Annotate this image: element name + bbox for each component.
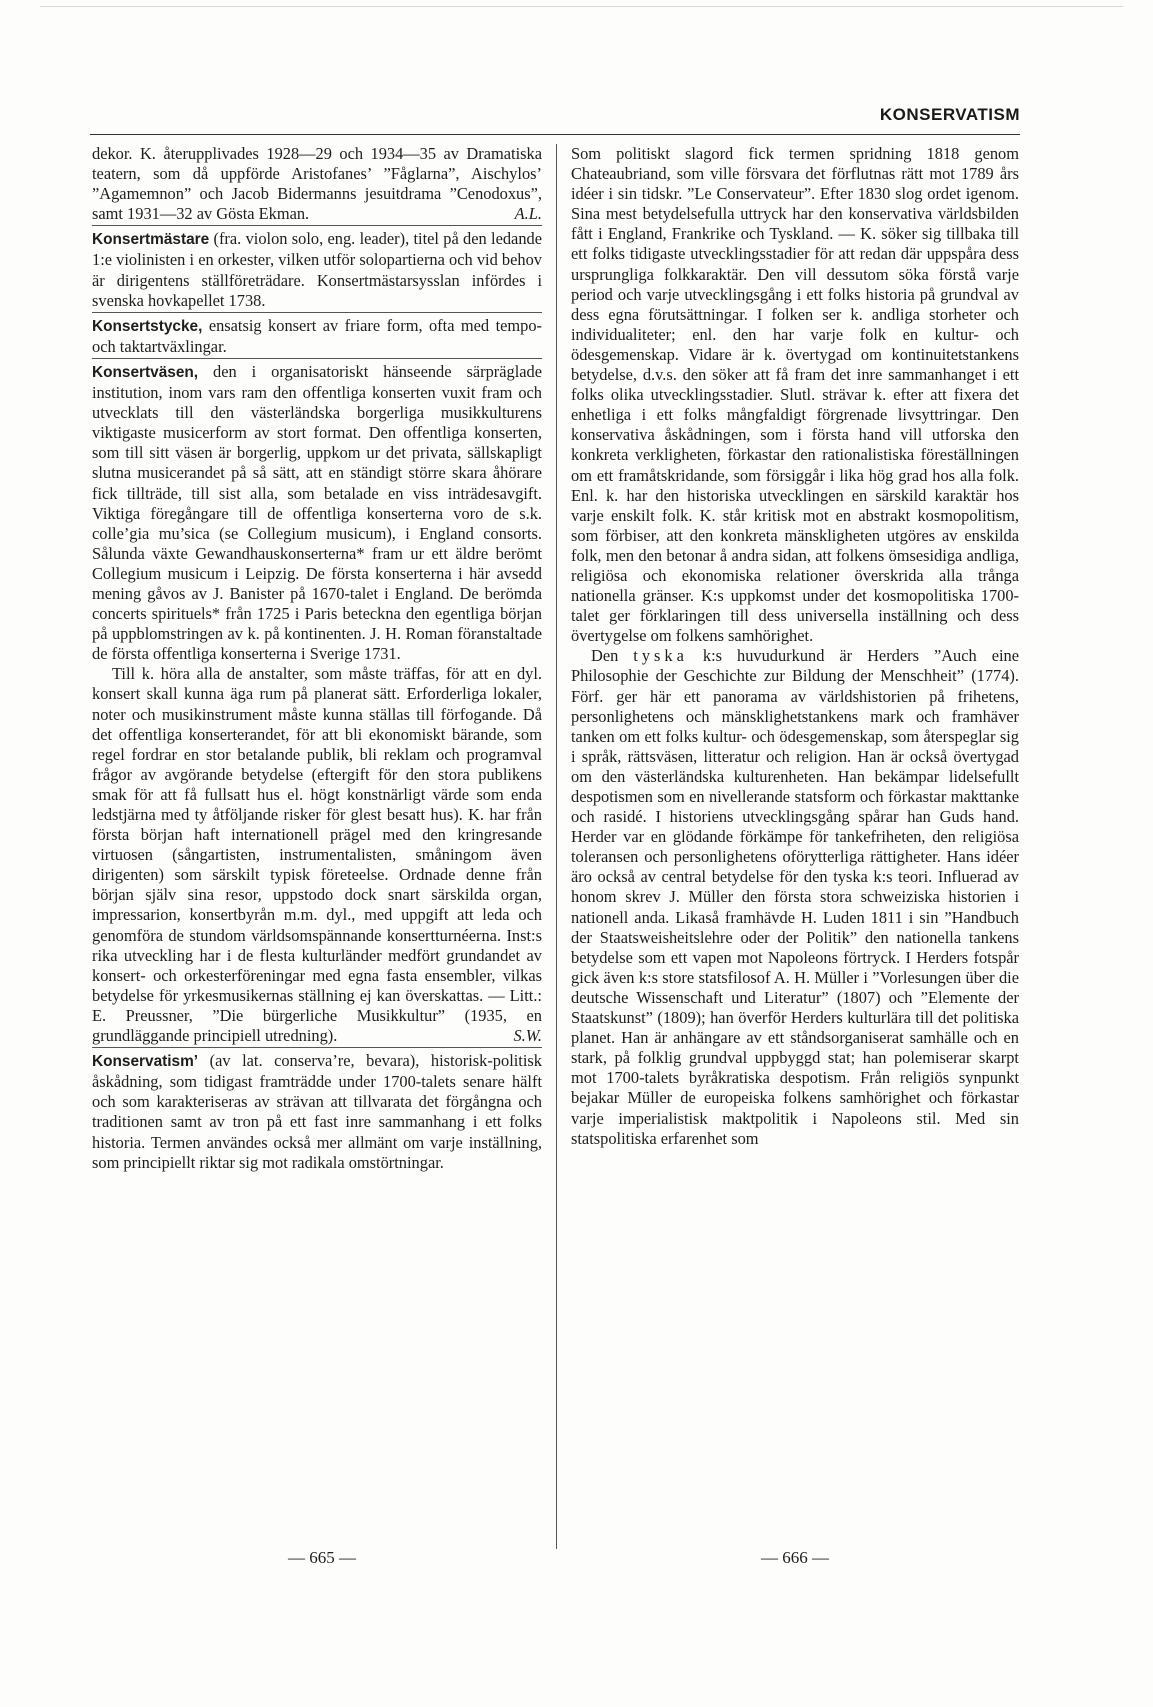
entry-text: (fra. violon solo, eng. leader), titel på den ledande 1:e violinisten i en orkester, vilken utför solopartierna och vid behov är dirigentens ställföreträdare. Konsertmästarsysslan infördes i svenska hovkapellet 1738. — [92, 229, 542, 310]
paragraph-text: dekor. K. återupplivades 1928—29 och 1934—35 av Dramatiska teatern, som då uppförde Aristofanes’ ”Fåglarna”, Aischylos’ ”Agamemnon” och Jacob Bidermanns jesuitdrama ”Cenodoxus”, samt 1931—32 av Gösta Ekman. — [92, 144, 542, 224]
entry-konservatism — [92, 1051, 542, 1173]
spaced-emphasis: tyska — [633, 646, 688, 666]
entry-headword: Konservatism’ — [92, 1053, 199, 1071]
author-signature: A.L. — [514, 204, 542, 224]
konservatism-paragraph-1 — [571, 144, 1019, 646]
header-rule — [90, 134, 1020, 135]
konservatism-paragraph-2 — [571, 646, 1019, 1148]
page-number-left: — 665 — — [288, 1548, 356, 1567]
paragraph-lead: Den — [591, 646, 619, 666]
paragraph-text: k:s huvudurkund är Herders ”Auch eine Philosophie der Geschichte zur Bildung der Menschheit” (1774). Förf. ger här ett panorama av världshistorien på frihetens, personlighetens och mänsklighetstankens mark och framhäver tanken om ett folks kultur- och ödesgemenskap, som återspeglar sig i språk, rättsväsen, litteratur och religion. Han är också övertygad om den västerländska kulturenheten. Han bekämpar lidelsefullt despotismen som en nivellerande statsform och förkastar makttanke och rasidé. I historiens utvecklingsgång spårar han Guds hand. Herder var en glödande förkämpe för tankefriheten, den religiösa toleransen och personlighetens oförytterliga rättigheter. Hans idéer äro också av central betydelse för den tyska k:s teori. Influerad av honom skrev J. Müller den första stora schweiziska historien i nationell anda. Likaså framhävde H. Luden 1811 i sin ”Handbuch der Staatsweisheitslehre oder der Politik” den nationella tankens betydelse som ett vapen mot Napoleons förtryck. I Herders fotspår gick även k:s store statsfilosof A. H. Müller i ”Vorlesungen über die deutsche Wissenschaft und Literatur” (1807) och ”Elemente der Staatskunst” (1809); han överför Herders kulturlära till det politiska planet. Han är anhängare av ett ståndsorganiserat samhälle och en stark, på folklig grundval uppbyggd stat; han polemiserar skarpt mot 1700-talets byråkratiska despotism. Från religiös synpunkt bejakar Müller de europeiska folkens samhörighet och förkastar varje imperialistisk maktpolitik i Napoleons stil. Med sin statspolitiska erfarenhet som — [571, 646, 1019, 1148]
entry-headword: Konsertväsen, — [92, 363, 199, 381]
left-column — [92, 144, 542, 1173]
entry-headword: Konsertmästare — [92, 231, 210, 249]
author-signature: S.W. — [513, 1026, 542, 1046]
entry-konsertvasen-cont — [92, 664, 542, 1048]
entry-text: (av lat. conserva’re, bevara), historisk-politisk åskådning, som tidigast framträdde under 1700-talets senare hälft och som karakteriseras av strävan att tillvarata det förgångna och traditionen samt av tron på ett fast inre sammanhang i ett folks historia. Termen användes också mer allmänt om varje inställning, som principiellt riktar sig mot radikala omstörtningar. — [92, 1051, 542, 1172]
entry-konserv-dekor-tail — [92, 144, 542, 226]
paragraph-text: Till k. höra alla de anstalter, som måste träffas, för att en dyl. konsert skall kunna äga rum på planerat sätt. Erforderliga lokaler, noter och musikinstrument måste kunna ställas till förfogande. Då det offentliga konserterandet, för att bli ekonomiskt bärande, som regel fordrar en stor betalande publik, bli reklam och programval frågor av avgörande betydelse (eftergift för den stora publikens smak för att få fullsatt hus el. högt konstnärligt värde som enda ledstjärna med ty åtföljande risker för glest besatt hus). K. har från första början haft internationell prägel med den kringresande virtuosen (sångartisten, instrumentalisten, småningom även dirigenten) som särskilt typisk företeelse. Ordnade denne från början själv sina resor, uppstodo dock snart särskilda organ, impressarion, konsertbyrån m.m. dyl., med uppgift att leda och genomföra de stundom världsomspännande konsertturnéerna. Inst:s rika utveckling har i de flesta kulturländer medfört grundandet av konsert- och orkesterföreningar med egna fasta ensembler, vilkas betydelse för yrkesmusikernas ställning ej kan överskattas. — Litt.: E. Preussner, ”Die bürgerliche Musikkultur” (1935, en grundläggande principiell utredning). — [92, 664, 542, 1046]
entry-konsertmastare — [92, 229, 542, 312]
top-edge-rule — [40, 6, 1123, 7]
entry-headword: Konsertstycke, — [92, 317, 203, 335]
running-head: KONSERVATISM — [879, 105, 1020, 124]
entry-text: ensatsig konsert av friare form, ofta med tempo- och taktartväxlingar. — [92, 315, 542, 356]
entry-text: den i organisatoriskt hänseende särpräglade institution, inom vars ram den offentliga konserten vuxit fram och utvecklats till den västerländska borgerliga musikkulturens viktigaste musicerform av stort format. Den offentliga konserten, som till sitt väsen är borgerlig, uppkom ur det privata, sällskapligt slutna musicerandet på så sätt, att en ständigt större skara åhörare fick tillträde, till sist alla, som betalade en viss inträdesavgift. Viktiga föregångare till de offentliga konserterna voro de s.k. colle’gia mu’sica (se Collegium musicum), i England consorts. Sålunda växte Gewandhauskonserterna* fram ur ett äldre berömt Collegium musicum i Leipzig. De första konserterna i här avsedd mening gåvos av J. Banister på 1670-talet i England. De berömda concerts spirituels* från 1725 i Paris beteckna den egentliga början på uppblomstringen av k. på kontinenten. J. H. Roman föranstaltade de första offentliga konserterna i Sverige 1731. — [92, 361, 542, 664]
page-number-right: — 666 — — [761, 1548, 829, 1567]
column-divider — [556, 144, 557, 1549]
entry-konsertstycke — [92, 316, 542, 359]
right-column — [571, 144, 1019, 1149]
entry-konsertvasen — [92, 362, 542, 664]
paragraph-text: Som politiskt slagord fick termen spridning 1818 genom Chateaubriand, som ville försvara det förflutnas rätt mot 1789 års idéer i sin tidskr. ”Le Conservateur”. Efter 1830 slog ordet igenom. Sina mest betydelsefulla uttryck har den konservativa världsbilden fått i England, Frankrike och Tyskland. — K. söker sig tillbaka till ett folks tidigaste utvecklingsstadier för att redan där uppspåra dess ursprungliga folkkaraktär. Den vill dessutom söka förstå varje period och varje utvecklingsgång i ett folks historia på grundval av dess egna förutsättningar. I folken ser k. andliga storheter och individualiteter; enl. den har varje folk en kultur- och ödesgemenskap. Vidare är k. övertygad om kontinuitetstankens betydelse, d.v.s. den söker att få fram det inre sammanhanget i ett folks olika utvecklingsstadier. Slutl. strävar k. efter att fixera det enhetliga i ett folks mångfaldigt förgrenade livsyttringar. Den konservativa åskådningen, som i första hand vill utforska den konkreta verkligheten, förkastar den rationalistiska föreställningen om ett framåtskridande, som försiggår i lika hög grad hos alla folk. Enl. k. har den historiska utvecklingen en särskild karaktär hos varje enskilt folk. K. står kritisk mot en abstrakt kosmopolitism, som förbiser, att den konkreta mänskligheten utgöres av enskilda folk, men den betonar å andra sidan, att folkens ömsesidiga andliga, religiösa och ekonomiska relationer överskrida alla trånga nationella gränser. K:s uppkomst under det kosmopolitiska 1700-talet ger förklaringen till dess universella inställning och dess övertygelse om folkens samhörighet. — [571, 144, 1019, 646]
